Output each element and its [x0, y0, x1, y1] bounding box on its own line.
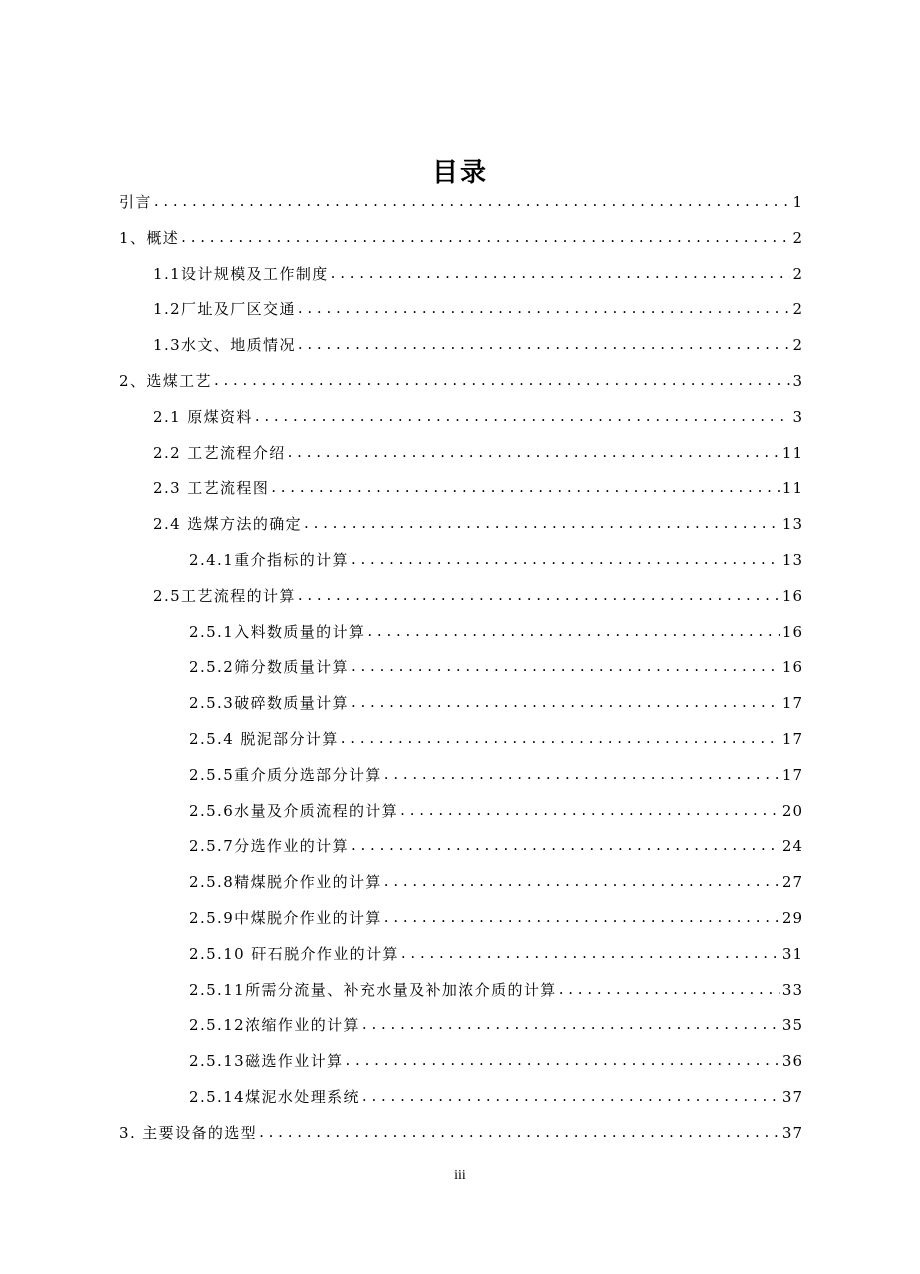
toc-entry-label: 1、概述	[119, 228, 180, 247]
toc-entry-page-number: 29	[781, 908, 803, 927]
toc-entry-label: 1.3水文、地质情况	[153, 336, 296, 355]
toc-entry-page-number: 16	[781, 658, 803, 677]
toc-entry[interactable]	[119, 1086, 803, 1122]
toc-entry[interactable]	[119, 406, 803, 442]
toc-entry-page-number: 35	[781, 1016, 803, 1035]
toc-entry-label: 2.5.1入料数质量的计算	[189, 622, 366, 641]
toc-dot-leader	[559, 980, 780, 998]
toc-dot-leader	[400, 801, 780, 819]
toc-entry[interactable]	[119, 621, 803, 657]
toc-entry-page-number: 31	[781, 944, 803, 963]
toc-dot-leader	[351, 657, 780, 675]
toc-entry-label: 2.5.6水量及介质流程的计算	[189, 801, 399, 820]
toc-dot-leader	[362, 1087, 780, 1105]
toc-dot-leader	[259, 1123, 780, 1141]
toc-entry-page-number: 1	[792, 193, 803, 211]
toc-entry-label: 引言	[119, 193, 152, 211]
toc-entry-page-number: 2	[792, 228, 803, 247]
toc-entry-label: 2.5.3破碎数质量计算	[189, 694, 349, 713]
toc-entry-page-number: 24	[781, 837, 803, 856]
toc-entry-page-number: 11	[781, 479, 803, 498]
toc-entry-page-number: 33	[781, 980, 803, 999]
toc-entry-page-number: 17	[781, 694, 803, 713]
toc-entry-label: 2.5.4 脱泥部分计算	[189, 729, 339, 748]
toc-entry[interactable]	[119, 191, 803, 227]
toc-dot-leader	[298, 335, 791, 353]
toc-entry[interactable]	[119, 513, 803, 549]
toc-entry-label: 2.5.2筛分数质量计算	[189, 658, 349, 677]
toc-dot-leader	[288, 443, 780, 461]
toc-dot-leader	[341, 729, 780, 747]
toc-entry[interactable]	[119, 764, 803, 800]
toc-entry-label: 2、选煤工艺	[119, 371, 212, 390]
toc-entry-page-number: 3	[792, 407, 803, 426]
toc-entry-page-number: 17	[781, 729, 803, 748]
toc-dot-leader	[351, 693, 780, 711]
toc-dot-leader	[346, 1051, 780, 1069]
toc-entry-label: 2.5.12浓缩作业的计算	[189, 1016, 360, 1035]
page-number-footer: iii	[454, 1168, 466, 1183]
toc-entry[interactable]	[119, 298, 803, 334]
toc-entry-page-number: 13	[781, 550, 803, 569]
toc-dot-leader	[362, 1015, 780, 1033]
toc-entry-page-number: 20	[781, 801, 803, 820]
toc-entry-label: 2.5.7分选作业的计算	[189, 837, 349, 856]
toc-entry-label: 1.2厂址及厂区交通	[153, 300, 296, 319]
toc-entry-label: 2.5工艺流程的计算	[153, 586, 296, 605]
toc-dot-leader	[384, 765, 780, 783]
toc-dot-leader	[304, 514, 780, 532]
toc-entry-page-number: 2	[792, 300, 803, 319]
toc-dot-leader	[331, 264, 791, 282]
toc-entry[interactable]	[119, 585, 803, 621]
toc-dot-leader	[298, 299, 791, 317]
toc-dot-leader	[255, 407, 791, 425]
toc-entry-page-number: 37	[781, 1087, 803, 1106]
toc-entry[interactable]	[119, 835, 803, 871]
toc-entry[interactable]	[119, 1050, 803, 1086]
toc-dot-leader	[214, 371, 791, 389]
toc-entry-label: 2.5.9中煤脱介作业的计算	[189, 908, 382, 927]
toc-entry-label: 2.5.5重介质分选部分计算	[189, 765, 382, 784]
toc-entry-page-number: 16	[781, 622, 803, 641]
toc-entry-label: 2.4 选煤方法的确定	[153, 515, 303, 534]
toc-entry[interactable]	[119, 943, 803, 979]
toc-entry-label: 3. 主要设备的选型	[119, 1123, 258, 1142]
toc-dot-leader	[351, 550, 780, 568]
toc-dot-leader	[154, 192, 791, 210]
toc-entry[interactable]	[119, 334, 803, 370]
toc-entry-page-number: 2	[792, 264, 803, 283]
toc-entry[interactable]	[119, 227, 803, 263]
page-title: 目录	[431, 158, 488, 188]
toc-entry-page-number: 3	[792, 371, 803, 390]
toc-entry-page-number: 16	[781, 586, 803, 605]
toc-entry[interactable]	[119, 656, 803, 692]
toc-dot-leader	[271, 478, 780, 496]
table-of-contents	[119, 191, 803, 1158]
toc-entry[interactable]	[119, 979, 803, 1015]
toc-entry[interactable]	[119, 1014, 803, 1050]
toc-entry[interactable]	[119, 477, 803, 513]
toc-entry-page-number: 2	[792, 336, 803, 355]
toc-dot-leader	[384, 872, 780, 890]
toc-entry-label: 2.3 工艺流程图	[153, 479, 270, 498]
toc-entry[interactable]	[119, 871, 803, 907]
toc-entry[interactable]	[119, 692, 803, 728]
toc-entry[interactable]	[119, 907, 803, 943]
toc-entry-label: 2.5.11所需分流量、补充水量及补加浓介质的计算	[189, 980, 557, 999]
toc-entry[interactable]	[119, 370, 803, 406]
toc-dot-leader	[367, 622, 780, 640]
toc-entry[interactable]	[119, 800, 803, 836]
toc-entry-label: 2.2 工艺流程介绍	[153, 443, 286, 462]
toc-entry[interactable]	[119, 1122, 803, 1158]
toc-entry-page-number: 37	[781, 1123, 803, 1142]
toc-entry-label: 2.1 原煤资料	[153, 407, 253, 426]
toc-entry-page-number: 13	[781, 515, 803, 534]
toc-entry-page-number: 17	[781, 765, 803, 784]
toc-dot-leader	[384, 908, 780, 926]
toc-dot-leader	[298, 586, 780, 604]
toc-dot-leader	[181, 228, 790, 246]
toc-entry[interactable]	[119, 728, 803, 764]
toc-entry[interactable]	[119, 263, 803, 299]
toc-entry-label: 2.5.14煤泥水处理系统	[189, 1087, 360, 1106]
toc-entry-label: 2.4.1重介指标的计算	[189, 550, 349, 569]
toc-entry-page-number: 36	[781, 1052, 803, 1071]
toc-entry[interactable]	[119, 442, 803, 478]
toc-entry-label: 2.5.8精煤脱介作业的计算	[189, 873, 382, 892]
toc-entry-label: 1.1设计规模及工作制度	[153, 264, 329, 283]
toc-entry-label: 2.5.13磁选作业计算	[189, 1052, 344, 1071]
toc-entry-page-number: 11	[781, 443, 803, 462]
toc-dot-leader	[351, 836, 780, 854]
toc-entry-page-number: 27	[781, 873, 803, 892]
toc-entry-label: 2.5.10 矸石脱介作业的计算	[189, 944, 399, 963]
toc-dot-leader	[401, 944, 780, 962]
toc-entry[interactable]	[119, 549, 803, 585]
